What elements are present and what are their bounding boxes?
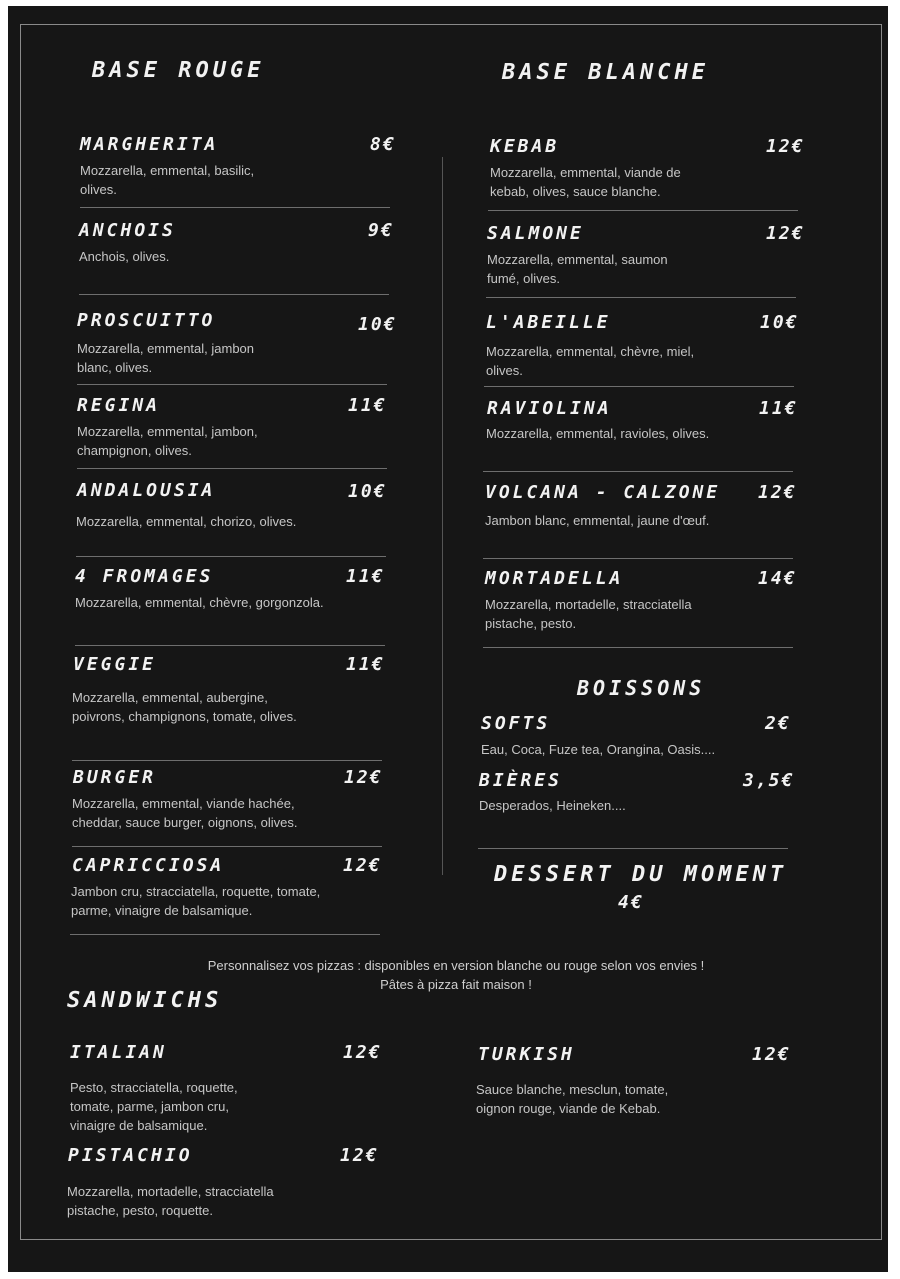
item-desc-capricciosa: Jambon cru, stracciatella, roquette, tomate, parme, vinaigre de balsamique. — [71, 884, 321, 918]
item-name-margherita: MARGHERITA — [80, 134, 219, 155]
item-desc-mortadella: Mozzarella, mortadelle, stracciatella pistache, pesto. — [485, 597, 692, 631]
section-title-base-rouge: BASE ROUGE — [92, 58, 265, 83]
item-name-pistachio: PISTACHIO — [68, 1145, 193, 1166]
item-price-andalousia: 10€ — [348, 481, 387, 502]
item-divider — [79, 294, 389, 295]
item-desc-bieres: Desperados, Heineken.... — [479, 798, 626, 813]
item-price-kebab: 12€ — [766, 136, 805, 157]
item-desc-veggie: Mozzarella, emmental, aubergine, poivrons, champignons, tomate, olives. — [72, 690, 297, 724]
item-divider — [80, 207, 390, 208]
item-divider — [75, 645, 385, 646]
item-desc-pistachio: Mozzarella, mortadelle, stracciatella pistache, pesto, roquette. — [67, 1184, 274, 1218]
item-price-bieres: 3,5€ — [743, 770, 795, 791]
item-divider — [488, 210, 798, 211]
item-divider — [72, 760, 382, 761]
item-price-italian: 12€ — [343, 1042, 382, 1063]
item-name-labeille: L'ABEILLE — [486, 312, 611, 333]
item-name-proscuitto: PROSCUITTO — [77, 310, 216, 331]
item-divider — [77, 468, 387, 469]
item-price-softs: 2€ — [765, 713, 791, 734]
item-desc-raviolina: Mozzarella, emmental, ravioles, olives. — [486, 426, 710, 441]
item-name-4-fromages: 4 FROMAGES — [75, 566, 214, 587]
section-title-dessert: DESSERT DU MOMENT — [494, 862, 788, 887]
item-divider — [478, 848, 788, 849]
item-desc-burger: Mozzarella, emmental, viande hachée, cheddar, sauce burger, oignons, olives. — [72, 796, 298, 830]
item-name-anchois: ANCHOIS — [79, 220, 176, 241]
item-divider — [72, 846, 382, 847]
item-name-italian: ITALIAN — [70, 1042, 167, 1063]
item-desc-4-fromages: Mozzarella, emmental, chèvre, gorgonzola. — [75, 595, 324, 610]
item-desc-kebab: Mozzarella, emmental, viande de kebab, olives, sauce blanche. — [490, 165, 681, 199]
item-desc-turkish: Sauce blanche, mesclun, tomate, oignon rouge, viande de Kebab. — [476, 1082, 669, 1116]
item-price-volcana-calzone: 12€ — [758, 482, 797, 503]
item-divider — [486, 297, 796, 298]
item-desc-softs: Eau, Coca, Fuze tea, Orangina, Oasis.... — [481, 742, 716, 757]
item-price-mortadella: 14€ — [758, 568, 797, 589]
item-desc-andalousia: Mozzarella, emmental, chorizo, olives. — [76, 514, 297, 529]
item-price-labeille: 10€ — [760, 312, 799, 333]
section-title-sandwichs: SANDWICHS — [67, 988, 223, 1013]
item-price-raviolina: 11€ — [759, 398, 798, 419]
item-price-4-fromages: 11€ — [346, 566, 385, 587]
item-name-kebab: KEBAB — [490, 136, 560, 157]
item-name-raviolina: RAVIOLINA — [487, 398, 612, 419]
item-price-salmone: 12€ — [766, 223, 805, 244]
section-title-boissons: BOISSONS — [577, 676, 706, 700]
item-price-margherita: 8€ — [370, 134, 396, 155]
item-divider — [483, 647, 793, 648]
item-desc-volcana-calzone: Jambon blanc, emmental, jaune d'œuf. — [485, 513, 710, 528]
item-name-turkish: TURKISH — [478, 1044, 575, 1065]
item-price-capricciosa: 12€ — [343, 855, 382, 876]
item-price-regina: 11€ — [348, 395, 387, 416]
item-divider — [484, 386, 794, 387]
item-desc-proscuitto: Mozzarella, emmental, jambon blanc, olives. — [77, 341, 255, 375]
item-price-proscuitto: 10€ — [358, 314, 397, 335]
homemade-note: Pâtes à pizza fait maison ! — [380, 977, 532, 992]
item-name-regina: REGINA — [77, 395, 161, 416]
item-divider — [483, 471, 793, 472]
item-name-capricciosa: CAPRICCIOSA — [72, 855, 225, 876]
item-price-burger: 12€ — [344, 767, 383, 788]
item-name-burger: BURGER — [73, 767, 157, 788]
item-divider — [483, 558, 793, 559]
section-title-base-blanche: BASE BLANCHE — [502, 60, 709, 85]
item-price-pistachio: 12€ — [340, 1145, 379, 1166]
item-name-veggie: VEGGIE — [73, 654, 157, 675]
item-name-mortadella: MORTADELLA — [485, 568, 624, 589]
item-divider — [77, 384, 387, 385]
item-price-veggie: 11€ — [346, 654, 385, 675]
item-desc-margherita: Mozzarella, emmental, basilic, olives. — [80, 163, 255, 197]
item-desc-labeille: Mozzarella, emmental, chèvre, miel, olives. — [486, 344, 695, 378]
item-name-softs: SOFTS — [481, 713, 551, 734]
item-price-turkish: 12€ — [752, 1044, 791, 1065]
item-desc-regina: Mozzarella, emmental, jambon, champignon, olives. — [77, 424, 258, 458]
item-price-anchois: 9€ — [368, 220, 394, 241]
item-divider — [76, 556, 386, 557]
item-desc-salmone: Mozzarella, emmental, saumon fumé, olives. — [487, 252, 668, 286]
item-name-andalousia: ANDALOUSIA — [77, 480, 216, 501]
item-divider — [70, 934, 380, 935]
dessert-price: 4€ — [618, 892, 644, 913]
customize-note: Personnalisez vos pizzas : disponibles en version blanche ou rouge selon vos envies ! — [207, 958, 705, 973]
item-name-volcana-calzone: VOLCANA - CALZONE — [485, 482, 721, 503]
column-divider — [442, 157, 443, 875]
item-desc-italian: Pesto, stracciatella, roquette, tomate, parme, jambon cru, vinaigre de balsamique. — [70, 1080, 238, 1133]
item-name-bieres: BIÈRES — [479, 770, 563, 791]
item-name-salmone: SALMONE — [487, 223, 584, 244]
item-desc-anchois: Anchois, olives. — [79, 249, 170, 264]
